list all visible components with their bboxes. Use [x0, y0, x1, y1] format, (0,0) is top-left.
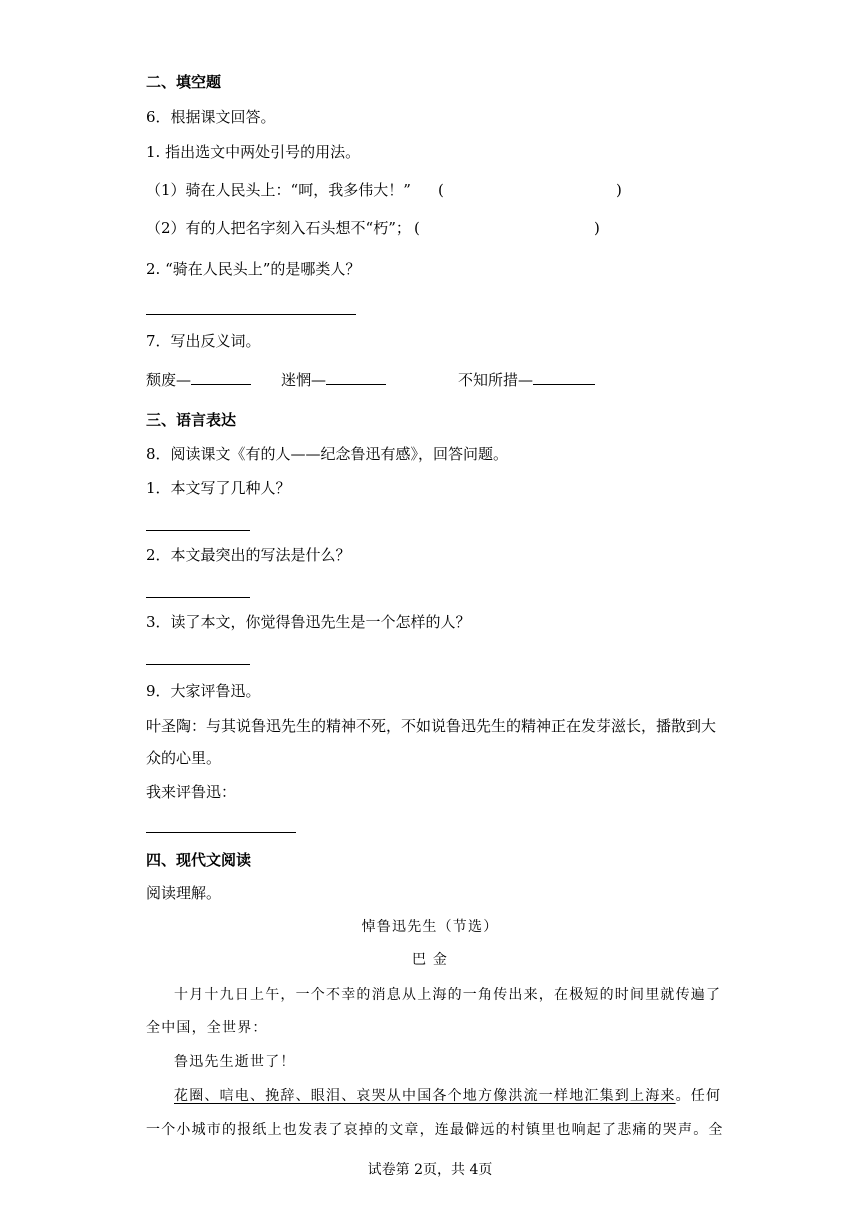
question-8-part-2: 2．本文最突出的写法是什么？ [146, 546, 351, 564]
antonym-word-1: 颓废— [146, 371, 192, 389]
paragraph-1-line-2: 全中国，全世界： [146, 1020, 268, 1036]
antonym-blank-2[interactable] [326, 370, 386, 385]
open-paren: ( [414, 219, 420, 237]
question-8-part-3: 3．读了本文，你觉得鲁迅先生是一个怎样的人？ [146, 613, 471, 631]
reading-intro: 阅读理解。 [146, 884, 222, 902]
section-heading-modern-reading: 四、现代文阅读 [146, 851, 252, 869]
answer-line[interactable] [146, 832, 296, 833]
question-6-sub-1a: （1）骑在人民头上：“呵，我多伟大！” [146, 181, 411, 199]
antonym-blank-3[interactable] [533, 370, 595, 385]
answer-line[interactable] [146, 530, 250, 531]
section-heading-fill-in: 二、填空题 [146, 73, 222, 91]
article-title: 悼鲁迅先生（节选） [361, 919, 499, 935]
answer-line[interactable] [146, 664, 250, 665]
question-8-stem: 8．阅读课文《有的人——纪念鲁迅有感》，回答问题。 [146, 445, 509, 463]
question-6-sub-1: 1. 指出选文中两处引号的用法。 [146, 143, 361, 161]
antonym-word-3: 不知所措— [458, 371, 534, 389]
antonym-word-2: 迷惘— [281, 371, 327, 389]
comment-prompt: 我来评鲁迅： [146, 783, 237, 801]
close-paren: ) [594, 219, 600, 237]
paragraph-1-line-1: 十月十九日上午，一个不幸的消息从上海的一角传出来，在极短的时间里就传遍了 [174, 987, 722, 1003]
paragraph-3-rest: 。任何 [675, 1088, 722, 1104]
question-9-stem: 9．大家评鲁迅。 [146, 682, 261, 700]
paragraph-3-line-2: 一个小城市的报纸上也发表了哀掉的文章，连最僻远的村镇里也响起了悲痛的哭声。全 [146, 1122, 724, 1138]
question-8-part-1: 1．本文写了几种人？ [146, 479, 291, 497]
page-footer: 试卷第 2页，共 4页 [367, 1162, 493, 1178]
question-6-stem: 6．根据课文回答。 [146, 108, 276, 126]
underlined-sentence: 花圈、唁电、挽辞、眼泪、哀哭从中国各个地方像洪流一样地汇集到上海来 [174, 1088, 676, 1104]
close-paren: ) [616, 181, 622, 199]
answer-line[interactable] [146, 314, 356, 315]
section-heading-language-expression: 三、语言表达 [146, 411, 237, 429]
article-author: 巴 金 [411, 952, 449, 968]
question-7-stem: 7．写出反义词。 [146, 332, 261, 350]
quote-line-2: 众的心里。 [146, 749, 222, 767]
answer-line[interactable] [146, 597, 250, 598]
open-paren: ( [438, 181, 444, 199]
question-6-sub-1b: （2）有的人把名字刻入石头想不“朽”； [146, 219, 411, 237]
paragraph-2: 鲁迅先生逝世了！ [174, 1054, 296, 1070]
quote-line-1: 叶圣陶：与其说鲁迅先生的精神不死，不如说鲁迅先生的精神正在发芽滋长，播散到大 [146, 717, 717, 735]
question-6-sub-2: 2. “骑在人民头上”的是哪类人？ [146, 260, 361, 278]
antonym-blank-1[interactable] [191, 370, 251, 385]
